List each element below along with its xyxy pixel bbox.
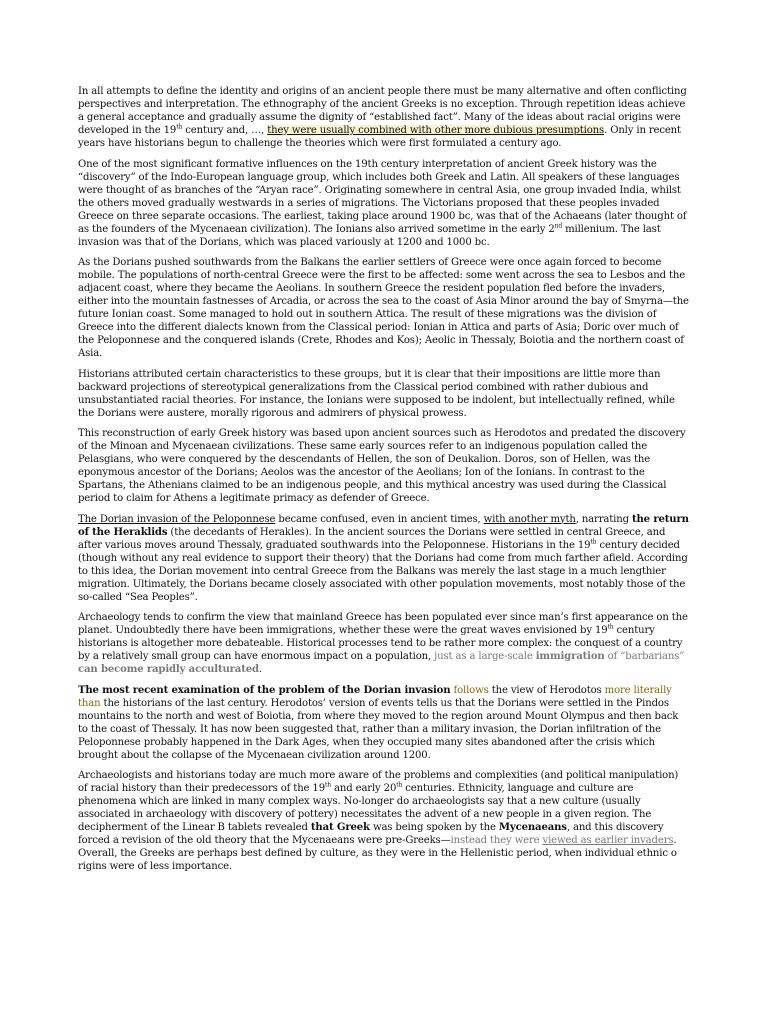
superscript: th: [176, 123, 183, 131]
text: Archaeologists and historians today are much more aware of the problems and complexities (and political manipulation) of racial history than their predecessors of the 19: [78, 770, 679, 794]
gray-bold-text: can become rapidly acculturated: [78, 664, 259, 675]
another-myth-link[interactable]: with another myth: [483, 513, 576, 525]
highlighted-phrase: they were usually combined with other more dubious presumptions: [267, 125, 605, 136]
text: One of the most significant formative influences on the 19th century interpretation of ancient Greek history was the “discovery” of the Indo-European language group, which includes both Greek and Latin. All speakers of these languages were thought of as branches of the “Aryan race”. Originating somewhere in central Asia, one group invaded India, whilst the others moved gradually westwards in a series of migrations. The Victorians proposed that these peoples invaded Greece on three separate occasions. The earliest, taking place around 1900 bc, was that of the Achaeans (later thought of as the founders of the Mycenaean civilization). The Ionians also arrived sometime in the early 2: [78, 158, 687, 235]
paragraph-2: [78, 158, 690, 249]
paragraph-3: As the Dorians pushed southwards from the Balkans the earlier settlers of Greece were once again forced to become mobile. The populations of north-central Greece were the first to be affected: some went across the sea to Lesbos and the adjacent coast, where they became the Aeolians. In southern Greece the resident population fled before the invaders, either into the mountain fastnesses of Arcadia, or across the sea to the coast of Asia Minor around the bay of Smyrna—the future Ionian coast. Some managed to hold out in southern Attica. The result of these migrations was the division of Greece into the different dialects known from the Classical period: Ionian in Attica and parts of Asia; Doric over much of the Peloponnese and the conquered islands (Crete, Rhodes and Kos); Aeolic in Thessaly, Boiotia and the northern coast of Asia.: [78, 257, 689, 359]
dorian-invasion-link[interactable]: The Dorian invasion of the Peloponnese: [78, 513, 276, 525]
paragraph-7: [78, 611, 690, 676]
gold-text: more literally than: [78, 684, 672, 709]
paragraph-1: [78, 85, 690, 150]
gray-bold-text: immigration: [535, 651, 605, 662]
text: century historians is altogether more debateable. Historical processes tend to be rather more complex: the conquest of a country by a relatively small group can have enormous impact on a population,: [78, 625, 683, 662]
gray-text: instead they were: [450, 835, 543, 846]
gray-underlined-text: viewed as earlier invaders: [542, 835, 674, 846]
bold-phrase: the return of the Heraklids: [78, 513, 689, 538]
text: centuries. Ethnicity, language and culture are phenomena which are linked in many complex ways. No-longer do archaeologists say that a new culture (usually associated in archaeology with discovery of pottery) necessitates the advent of a new people in a given region. The decipherment of the Linear B tablets revealed: [78, 783, 652, 833]
superscript: th: [590, 538, 597, 546]
gray-text: of “barbarians”: [604, 651, 685, 662]
paragraph-9: [78, 769, 690, 873]
bold-phrase: that Greek: [310, 822, 370, 833]
text: became confused, even in ancient times,: [275, 513, 484, 525]
document-page: [78, 85, 690, 881]
text: century decided (though without any real evidence to support their theory) that the Dorians had come from much farther afield. According to this idea, the Dorian movement into central Greece from the Balkans was merely the last stage in a much lengthier migration. Ultimately, the Dorians became closely associated with other population movements, most notably those of the so-called “Sea Peoples”.: [78, 539, 688, 603]
superscript: nd: [554, 222, 563, 230]
gray-text: just as a large-scale: [434, 651, 536, 662]
text: the view of Herodotos: [488, 684, 605, 696]
text: millenium. The last invasion was that of the Dorians, which was placed variously at 1200 and 1000 bc.: [78, 223, 661, 248]
text: . Overall, the Greeks are perhaps best defined by culture, as they were in the Hellenistic period, when individual ethnic o rigins were of less importance.: [78, 835, 677, 872]
text: .: [258, 664, 262, 675]
text: Archaeology tends to confirm the view that mainland Greece has been populated ever since man’s first appearance on the planet. Undoubtedly there have been immigrations, whether these were the great waves envisioned by 19: [78, 612, 688, 636]
text: . Only in recent years have historians begun to challenge the theories which were first formulated a century ago.: [78, 125, 681, 149]
superscript: th: [324, 781, 331, 789]
text: , and this discovery forced a revision of the old theory that the Mycenaeans were pre-Greeks—: [78, 822, 664, 846]
text: the historians of the last century. Herodotos’ version of events tells us that the Dorians were settled in the Pindos mountains to the north and west of Boiotia, from where they moved to the region around Mount Olympus and then back to the coast of Thessaly. It has now been suggested that, rather than a military invasion, the Dorian infiltration of the Peloponnese probably happened in the Dark Ages, when they occupied many sites abandoned after the crisis which brought about the collapse of the Mycenaean civilization around 1200.: [78, 697, 679, 761]
paragraph-6: [78, 513, 690, 604]
paragraph-8: [78, 684, 690, 762]
text: , narrating: [575, 513, 632, 525]
text: In all attempts to define the identity and origins of an ancient people there must be many alternative and often conflicting perspectives and interpretation. The ethnography of the ancient Greeks is no exception. Through repetition ideas achieve a general acceptance and gradually assume the dignity of “established fact”. Many of the ideas about racial origins were developed in the 19: [78, 86, 687, 136]
text: and early 20: [330, 783, 397, 794]
text: century and, …,: [182, 125, 268, 136]
superscript: th: [396, 781, 403, 789]
bold-phrase: Mycenaeans: [498, 822, 567, 833]
paragraph-4: Historians attributed certain characteristics to these groups, but it is clear that their impositions are little more than backward projections of stereotypical generalizations from the Classical period combined with rather dubious and unsubstantiated racial theories. For instance, the Ionians were supposed to be indolent, but intellectually refined, while the Dorians were austere, morally rigorous and admirers of physical prowess.: [78, 368, 675, 419]
text: (the decedants of Herakles). In the ancient sources the Dorians were settled in central Greece, and after various moves around Thessaly, graduated southwards into the Peloponnese. Historians in the 19: [78, 526, 666, 551]
paragraph-5: This reconstruction of early Greek history was based upon ancient sources such as Herodotos and predated the discovery of the Minoan and Mycenaean civilizations. These same early sources refer to an indigenous population called the Pelasgians, who were conquered by the descendants of Hellen, the son of Deukalion. Doros, son of Hellen, was the eponymous ancestor of the Dorians; Aeolos was the ancestor of the Aeolians; Ion of the Ionians. In contrast to the Spartans, the Athenians claimed to be an indigenous people, and this mythical ancestry was used during the Classical period to claim for Athens a legitimate primacy as defender of Greece.: [78, 428, 686, 504]
gold-text: follows: [453, 684, 489, 696]
bold-phrase: The most recent examination of the problem of the Dorian invasion: [78, 684, 451, 696]
superscript: th: [607, 623, 614, 631]
text: was being spoken by the: [369, 822, 499, 833]
